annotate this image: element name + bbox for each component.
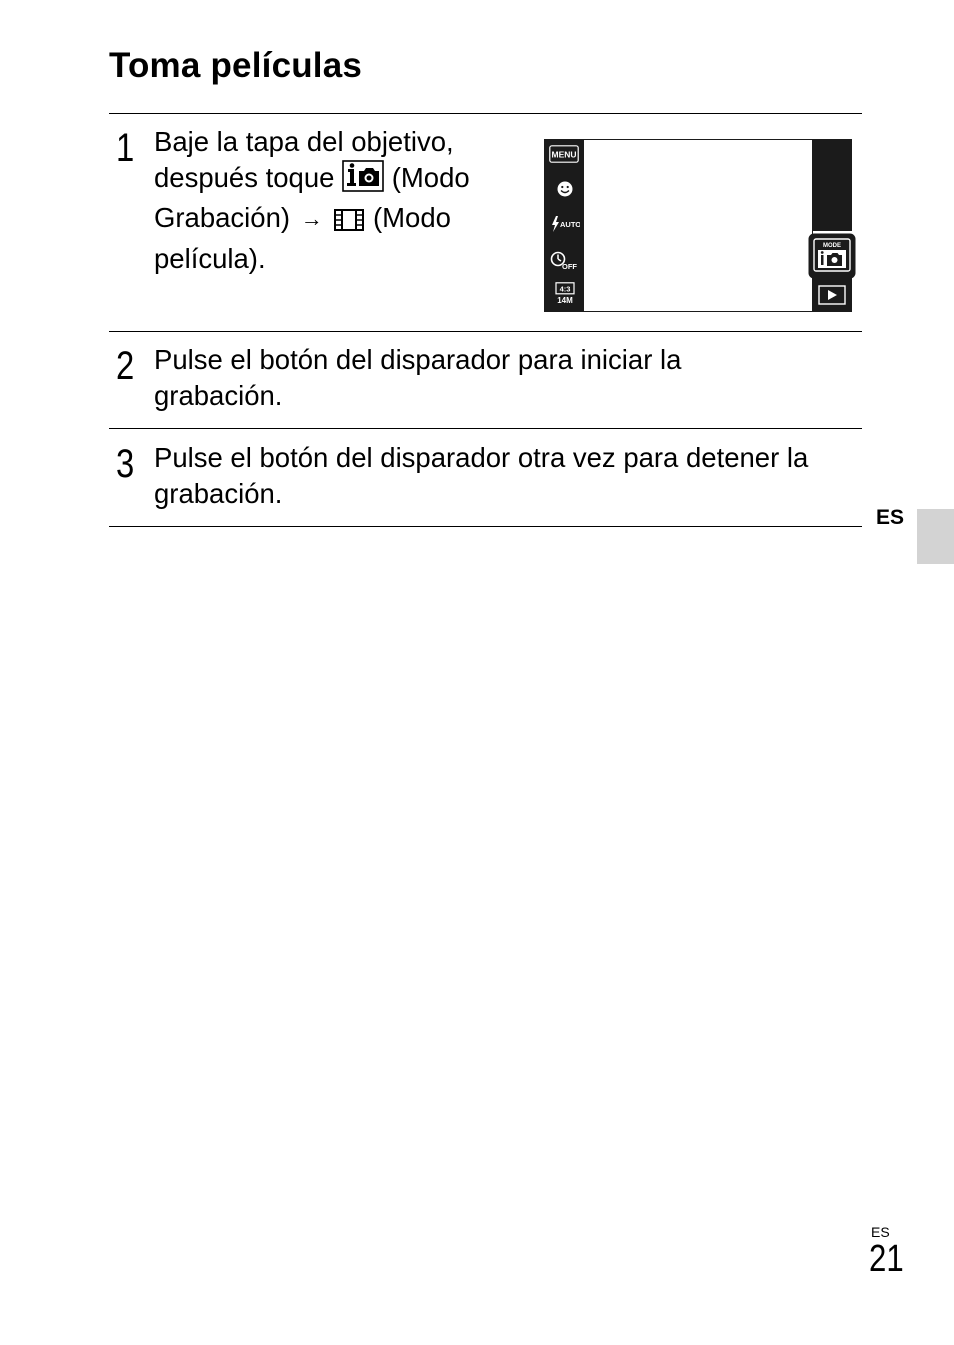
movie-film-icon (333, 205, 365, 241)
flash-auto-icon (550, 215, 580, 238)
divider (109, 331, 862, 332)
page-number: 21 (869, 1238, 904, 1280)
self-timer-off-icon (550, 249, 580, 276)
svg-text:OFF: OFF (562, 262, 577, 271)
image-size-icon (554, 282, 578, 313)
menu-icon (549, 145, 579, 168)
step-2-number: 2 (116, 344, 135, 388)
camera-viewfinder (584, 139, 813, 312)
divider (109, 113, 862, 114)
camera-screen-illustration (544, 139, 852, 312)
step-1-line-2: después toque (Modo (154, 160, 470, 201)
step-3-number: 3 (116, 442, 135, 486)
svg-text:AUTO: AUTO (560, 220, 580, 229)
page-title: Toma películas (109, 46, 363, 85)
step-1-text (154, 124, 470, 276)
camera-right-panel-top (812, 139, 852, 231)
svg-text:14M: 14M (557, 296, 573, 305)
playback-icon (818, 285, 846, 310)
step-1-number: 1 (116, 126, 135, 170)
step-1-line-3: Grabación) → (Modo (154, 200, 470, 241)
svg-text:MODE: MODE (823, 243, 841, 249)
step-1-line-1: Baje la tapa del objetivo, (154, 126, 454, 157)
svg-text:MENU: MENU (551, 149, 577, 160)
mode-button-icon (808, 233, 858, 284)
step-1-line-4: película). (154, 242, 266, 274)
smile-icon (556, 180, 574, 203)
language-label: ES (876, 506, 905, 529)
divider (109, 526, 862, 527)
footer-language: ES (871, 1224, 890, 1240)
step-3-text: Pulse el botón del disparador otra vez para detener la grabación. (154, 442, 809, 509)
divider (109, 428, 862, 429)
intelligent-auto-camera-icon (342, 160, 384, 201)
svg-text:4:3: 4:3 (559, 284, 571, 294)
step-2-text: Pulse el botón del disparador para iniciar la grabación. (154, 344, 682, 411)
arrow-icon: → (300, 206, 323, 231)
language-tab (917, 509, 954, 564)
